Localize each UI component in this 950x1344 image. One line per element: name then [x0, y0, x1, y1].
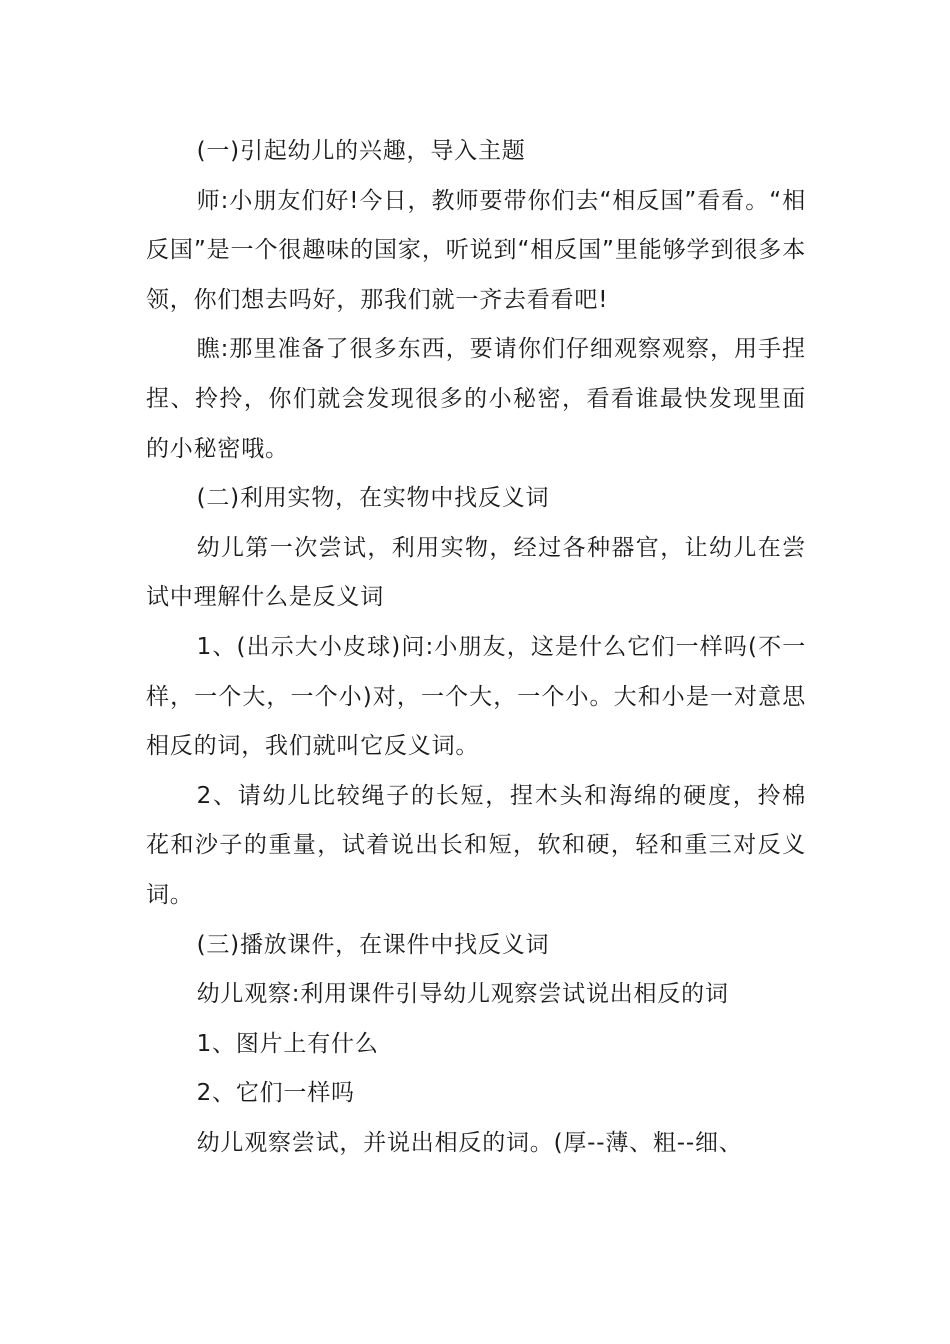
section-heading-1: (一)引起幼儿的兴趣，导入主题	[196, 138, 526, 164]
section-heading-2: (二)利用实物，在实物中找反义词	[196, 485, 550, 512]
list-item: 1、图片上有什么	[196, 1030, 379, 1057]
list-item: 1、(出示大小皮球)问:小朋友，这是什么它们一样吗(不一样，一个大，一个小)对，一个大，一个小。大和小是一对意思相反的词，我们就叫它反义词。	[146, 633, 806, 760]
list-item: 2、请幼儿比较绳子的长短，捏木头和海绵的硬度，拎棉花和沙子的重量，试着说出长和短，软和硬，轻和重三对反义词。	[146, 782, 806, 908]
paragraph: 幼儿观察尝试，并说出相反的词。(厚--薄、粗--细、	[196, 1129, 743, 1156]
section-heading-3: (三)播放课件，在课件中找反义词	[196, 931, 550, 958]
document-body	[146, 127, 806, 1168]
paragraph: 瞧:那里准备了很多东西，要请你们仔细观察观察，用手捏捏、拎拎，你们就会发现很多的小秘密，看看谁最快发现里面的小秘密哦。	[146, 336, 806, 462]
list-item: 2、它们一样吗	[196, 1080, 355, 1107]
paragraph: 幼儿观察:利用课件引导幼儿观察尝试说出相反的词	[196, 981, 729, 1008]
paragraph: 幼儿第一次尝试，利用实物，经过各种器官，让幼儿在尝试中理解什么是反义词	[146, 534, 806, 611]
paragraph: 师:小朋友们好!今日，教师要带你们去“相反国”看看。“相反国”是一个很趣味的国家，听说到“相反国”里能够学到很多本领，你们想去吗好，那我们就一齐去看看吧!	[146, 187, 806, 313]
